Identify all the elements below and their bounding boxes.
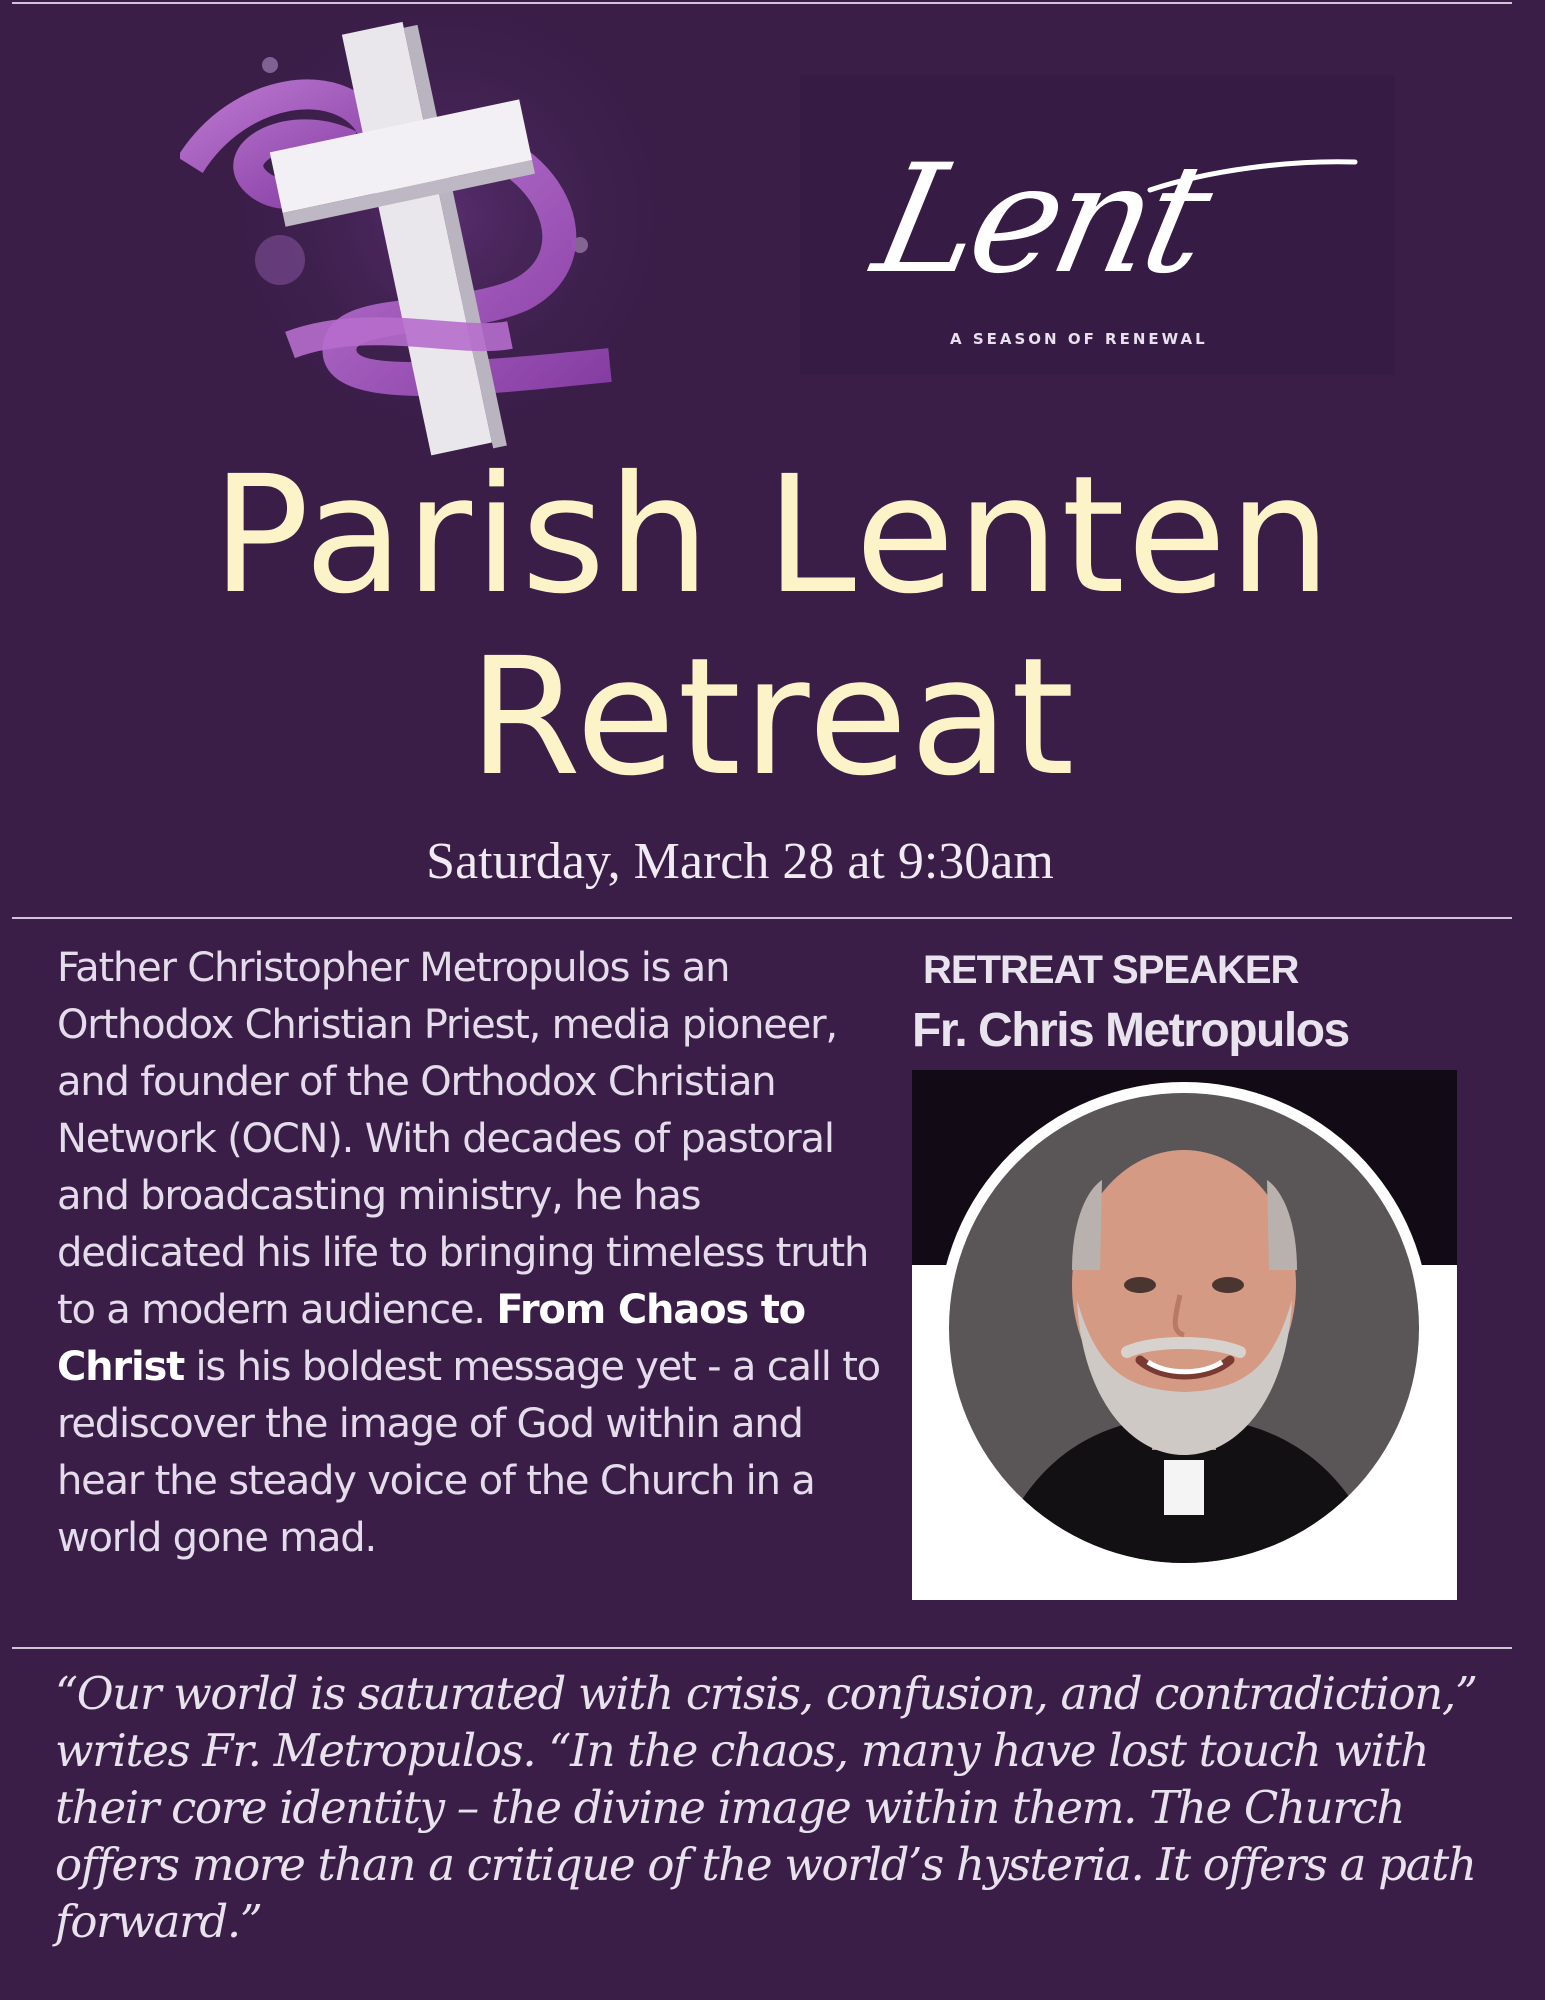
lent-logo-script: Lent (861, 133, 1220, 307)
speaker-portrait-circle (912, 1070, 1457, 1600)
lent-logo-stroke (1140, 150, 1360, 210)
event-title-line1: Parish Lenten (211, 442, 1334, 630)
event-title-line2: Retreat (468, 624, 1077, 812)
section-divider (12, 917, 1512, 919)
bio-text-book: is his boldest message yet - a call to rediscover the image of God within and hear the steady voice of the Church in a world gone mad. (57, 1344, 880, 1561)
lent-logo-tagline: A SEASON OF RENEWAL (950, 330, 1208, 348)
event-title (0, 442, 1545, 812)
bio-text-intro: Father Christopher Metropulos is an Orthodox Christian Priest, media pioneer, and founder of the Orthodox Christian Network (OCN). With decades of pastoral and broadcasting ministry, he has dedicated his life to bringing timeless truth to a modern audience. (57, 945, 869, 1333)
event-date: Saturday, March 28 at 9:30am (426, 833, 1054, 890)
speaker-label: RETREAT SPEAKER (923, 948, 1299, 992)
pull-quote: “Our world is saturated with crisis, confusion, and contradiction,” writes Fr. Metropulos. “In the chaos, many have lost touch with their core identity – the divine image within them. The Church offers more than a critique of the world’s hysteria. It offers a path forward.” (55, 1667, 1477, 1948)
speaker-name: Fr. Chris Metropulos (912, 1004, 1349, 1057)
top-divider (12, 2, 1512, 4)
section-divider (12, 1647, 1512, 1649)
book-title: From Chaos to Christ (57, 1287, 805, 1390)
speaker-photo (912, 1070, 1457, 1600)
cross-with-ribbon-illustration (180, 15, 740, 475)
speaker-bio (57, 940, 897, 1567)
